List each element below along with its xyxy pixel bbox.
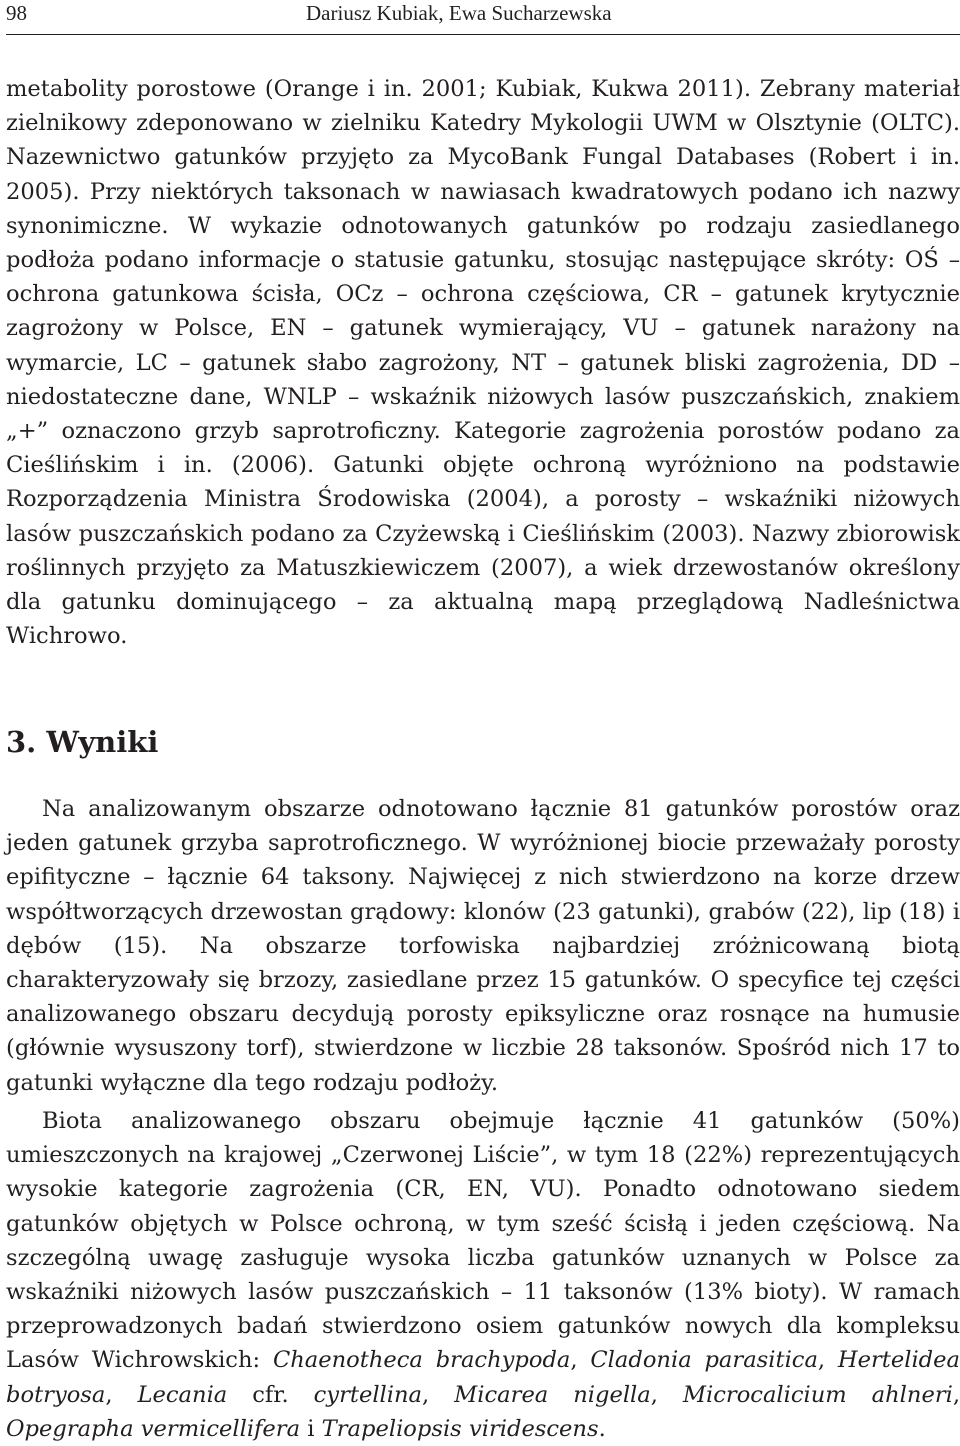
species-name: Cladonia parasitica bbox=[590, 1347, 818, 1374]
methods-paragraph: metabolity porostowe (Orange i in. 2001; Kubiak, Kukwa 2011). Zebrany materiał zielnikowy zdeponowano w zielniku Katedry Mykologii UWM w Olsztynie (OLTC). Nazewnictwo gatunków przyjęto za MycoBank Fungal Databases (Robert i in. 2005). Przy niektórych taksonach w nawiasach kwadratowych podano ich nazwy synonimiczne. W wykazie odnotowanych gatunków po rodzaju zasiedlanego podłoża podano informacje o statusie gatunku, stosując następujące skróty: OŚ – ochrona gatunkowa ścisła, OCz – ochrona częściowa, CR – gatunek krytycznie zagrożony w Polsce, EN – gatunek wymierający, VU – gatunek narażony na wymarcie, LC – gatunek słabo zagrożony, NT – gatunek bliski zagrożenia, DD – niedostateczne dane, WNLP – wskaźnik niżowych lasów puszczańskich, znakiem „+” oznaczono grzyb saprotroficzny. Kategorie zagrożenia porostów podano za Cieślińskim i in. (2006). Gatunki objęte ochroną wyróżniono na podstawie Rozporządzenia Ministra Środowiska (2004), a porosty – wskaźniki niżowych lasów puszczańskich podano za Czyżewską i Cieślińskim (2003). Nazwy zbiorowisk roślinnych przyjęto za Matuszkiewiczem (2007), a wiek drzewostanów określony dla gatunku dominującego – za aktualną mapą przeglądową Nadleśnictwa Wichrowo. bbox=[6, 76, 960, 650]
results-paragraph-2-text: Biota analizowanego obszaru obejmuje łącznie 41 gatunków (50%) umieszczonych na krajowej „Czerwonej Liście”, w tym 18 (22%) reprezentujących wysokie kategorie zagrożenia (CR, EN, VU). Ponadto odnotowano siedem gatunków objętych w Polsce ochroną, w tym sześć ścisłą i jeden częściową. Na szczególną uwagę zasługuje wysoka liczba gatunków uznanych w Polsce za wskaźniki niżowych lasów puszczańskich – 11 taksonów (13% bioty). W ramach przeprowadzonych badań stwierdzono osiem gatunków nowych dla kompleksu Lasów Wichrowskich: bbox=[6, 1108, 960, 1374]
running-title-authors: Dariusz Kubiak, Ewa Sucharzewska bbox=[306, 1, 612, 25]
species-name: Hertelidea botryosa bbox=[6, 1347, 960, 1408]
page-number: 98 bbox=[6, 1, 27, 25]
section-heading bbox=[6, 722, 158, 762]
results-paragraph-2 bbox=[6, 1104, 960, 1446]
species-name: cyrtellina bbox=[313, 1381, 423, 1408]
separator: , bbox=[952, 1381, 960, 1408]
species-name: Opegrapha vermicellifera bbox=[6, 1415, 301, 1442]
separator: , bbox=[570, 1347, 578, 1374]
separator: , bbox=[422, 1381, 430, 1408]
separator: , bbox=[817, 1347, 826, 1374]
conjunction: i bbox=[307, 1415, 315, 1442]
results-paragraph-1: Na analizowanym obszarze odnotowano łącznie 81 gatunków porostów oraz jeden gatunek grzyba saprotroficznego. W wyróżnionej biocie przeważały porosty epifityczne – łącznie 64 taksony. Najwięcej z nich stwierdzono na korze drzew współtworzących drzewostan grądowy: klonów (23 gatunki), grabów (22), lip (18) i dębów (15). Na obszarze torfowiska najbardziej zróżnicowaną biotą charakteryzowały się brzozy, zasiedlane przez 15 gatunków. O specyfice tej części analizowanego obszaru decydują porosty epiksyliczne oraz rosnące na humusie (głównie wysuszony torf), stwierdzone w liczbie 28 taksonów. Spośród nich 17 to gatunki wyłączne dla tego rodzaju podłoży. bbox=[6, 796, 960, 1096]
section-title: Wyniki bbox=[46, 725, 159, 759]
running-header bbox=[6, 0, 960, 35]
separator: , bbox=[105, 1381, 113, 1408]
final-period: . bbox=[598, 1415, 606, 1442]
section-number: 3. bbox=[6, 725, 37, 759]
species-name: Micarea nigella bbox=[454, 1381, 651, 1408]
species-name: Trapeliopsis viridescens bbox=[321, 1415, 599, 1442]
cfr-abbreviation: cfr. bbox=[252, 1381, 289, 1408]
species-name: Chaenotheca brachypoda bbox=[272, 1347, 571, 1374]
document-page bbox=[6, 0, 960, 1446]
separator: , bbox=[650, 1381, 658, 1408]
species-name: Lecania bbox=[137, 1381, 228, 1408]
species-name: Microcalicium ahlneri bbox=[682, 1381, 953, 1408]
